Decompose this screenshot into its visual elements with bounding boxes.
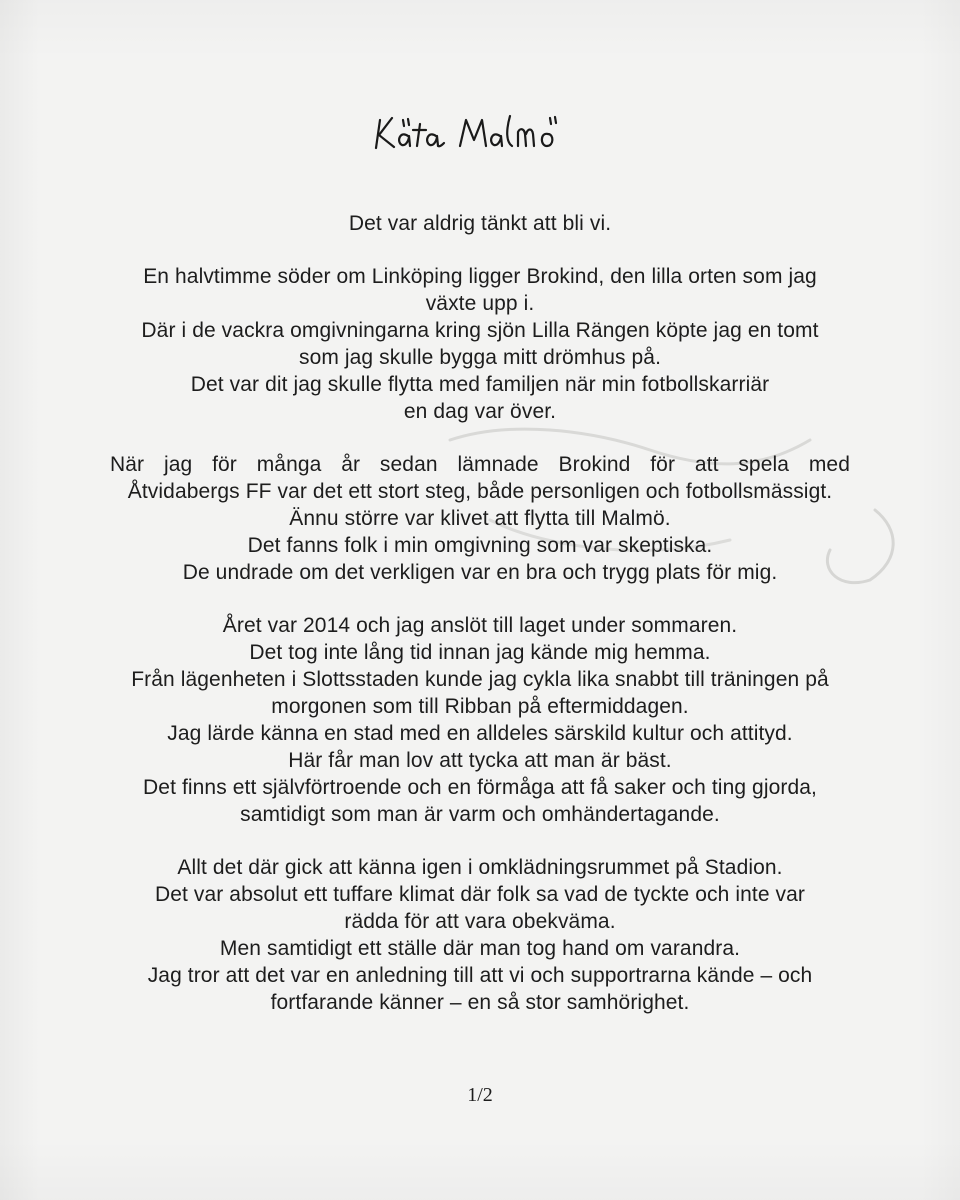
text-line: Jag lärde känna en stad med en alldeles särskild kultur och attityd. bbox=[167, 722, 793, 745]
text-line: Det fanns folk i min omgivning som var skeptiska. bbox=[247, 534, 713, 557]
text-line: Det var dit jag skulle flytta med familjen när min fotbollskarriär bbox=[190, 373, 770, 396]
text-line: Men samtidigt ett ställe där man tog hand om varandra. bbox=[219, 937, 741, 960]
text-line: Det var absolut ett tuffare klimat där folk sa vad de tyckte och inte var bbox=[154, 883, 806, 906]
text-line: Åtvidabergs FF var det ett stort steg, både personligen och fotbollsmässigt. bbox=[127, 480, 833, 503]
page-number: 1/2 bbox=[467, 1084, 493, 1106]
paragraph bbox=[110, 451, 850, 586]
text-line: Där i de vackra omgivningarna kring sjön Lilla Rängen köpte jag en tomt bbox=[141, 319, 819, 342]
salutation-handwriting bbox=[0, 100, 960, 165]
letter-body bbox=[110, 210, 850, 1042]
handwritten-salutation-image bbox=[370, 100, 590, 160]
paragraph bbox=[110, 210, 850, 237]
text-line: samtidigt som man är varm och omhändertagande. bbox=[240, 803, 720, 826]
text-line: När jag för många år sedan lämnade Brokind för att spela med bbox=[110, 453, 850, 476]
text-line: Här får man lov att tycka att man är bäst. bbox=[288, 749, 672, 772]
paragraph bbox=[110, 612, 850, 828]
text-line: Allt det där gick att känna igen i omklädningsrummet på Stadion. bbox=[177, 856, 783, 879]
text-line: Från lägenheten i Slottsstaden kunde jag cykla lika snabbt till träningen på bbox=[131, 668, 829, 691]
text-line: som jag skulle bygga mitt drömhus på. bbox=[298, 346, 662, 369]
text-line: fortfarande känner – en så stor samhörighet. bbox=[270, 991, 690, 1014]
text-line: Året var 2014 och jag anslöt till laget under sommaren. bbox=[222, 614, 738, 637]
text-line: Ännu större var klivet att flytta till Malmö. bbox=[289, 507, 671, 530]
text-line: en dag var över. bbox=[403, 400, 557, 423]
text-line: De undrade om det verkligen var en bra och trygg plats för mig. bbox=[182, 561, 778, 584]
text-line: rädda för att vara obekväma. bbox=[344, 910, 616, 933]
text-line: Det var aldrig tänkt att bli vi. bbox=[348, 212, 612, 235]
paragraph bbox=[110, 263, 850, 425]
text-line: växte upp i. bbox=[425, 292, 535, 315]
text-line: Det tog inte lång tid innan jag kände mig hemma. bbox=[249, 641, 711, 664]
text-line: Jag tror att det var en anledning till att vi och supportrarna kände – och bbox=[147, 964, 813, 987]
text-line: morgonen som till Ribban på eftermiddagen. bbox=[271, 695, 689, 718]
text-line: Det finns ett självförtroende och en förmåga att få saker och ting gjorda, bbox=[143, 776, 817, 799]
paragraph bbox=[110, 854, 850, 1016]
text-line: En halvtimme söder om Linköping ligger Brokind, den lilla orten som jag bbox=[143, 265, 817, 288]
